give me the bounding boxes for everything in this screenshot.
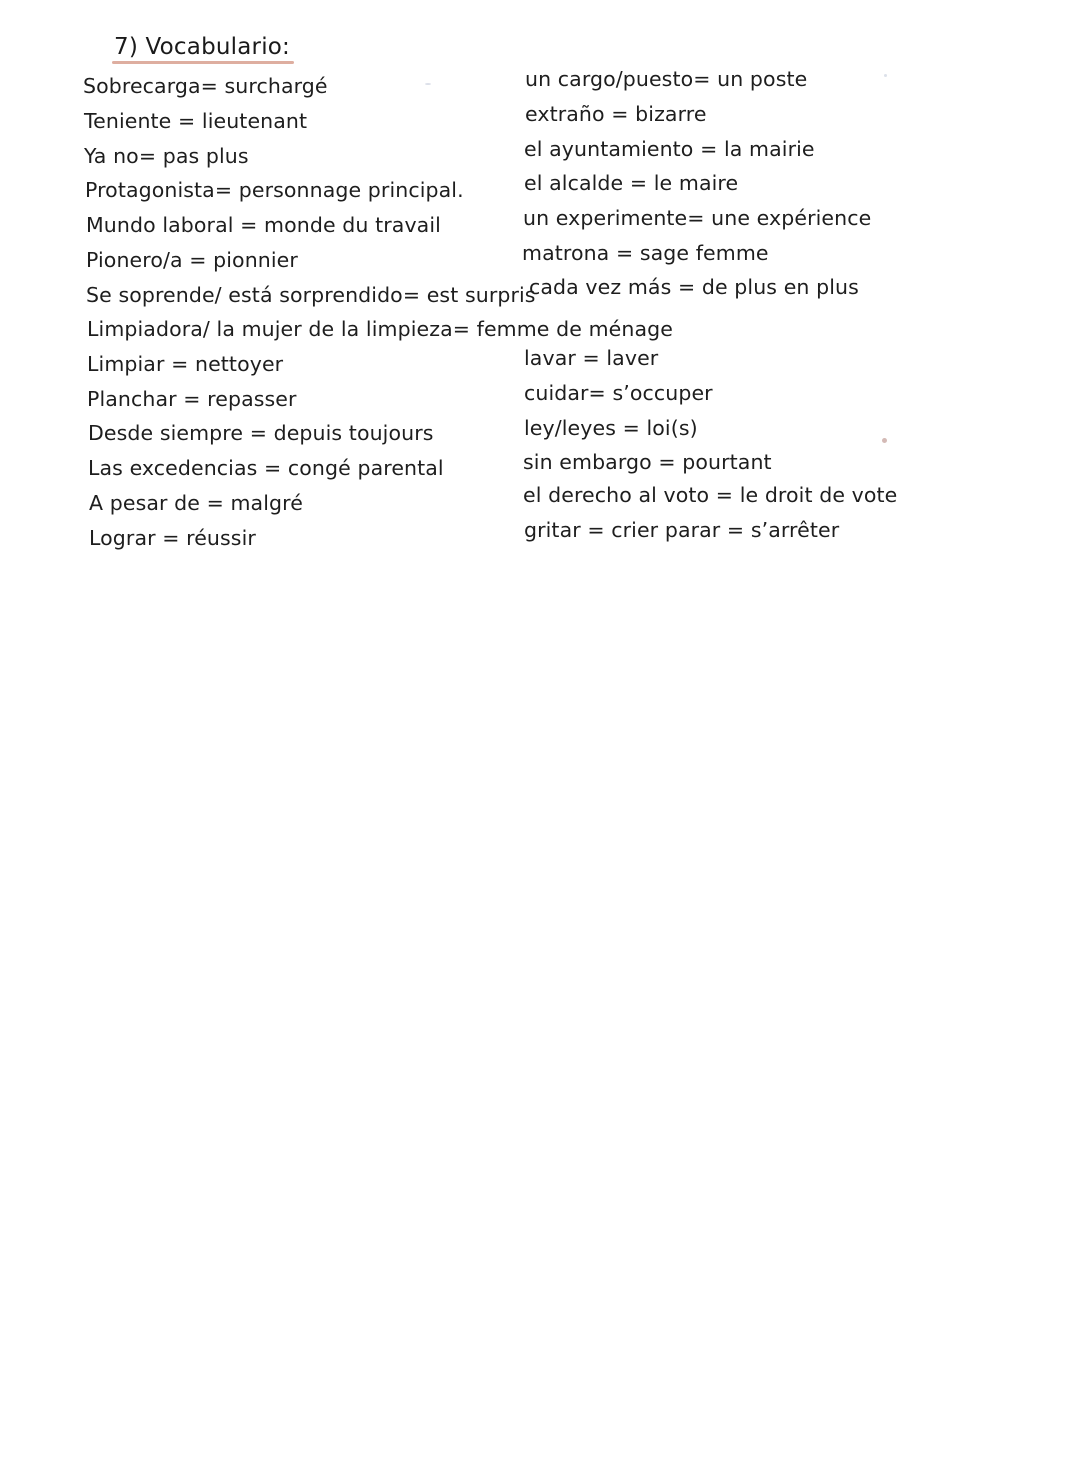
heading-underline bbox=[112, 61, 294, 64]
vocab-entry-left: Lograr = réussir bbox=[89, 526, 256, 550]
vocab-entry-left: Teniente = lieutenant bbox=[84, 109, 308, 133]
vocab-entry-right: cada vez más = de plus en plus bbox=[529, 275, 859, 299]
vocab-entry-left: Planchar = repasser bbox=[87, 387, 297, 411]
vocab-entry-right: el ayuntamiento = la mairie bbox=[524, 137, 815, 161]
vocab-entry-right: extraño = bizarre bbox=[525, 102, 707, 126]
vocab-entry-right: cuidar= s’occuper bbox=[524, 381, 713, 405]
section-heading: 7) Vocabulario: bbox=[114, 34, 291, 60]
vocab-entry-left: Desde siempre = depuis toujours bbox=[88, 421, 434, 445]
vocab-entry-right: el alcalde = le maire bbox=[524, 171, 739, 195]
vocab-entry-right: sin embargo = pourtant bbox=[523, 450, 772, 474]
vocab-entry-left: Sobrecarga= surchargé bbox=[83, 74, 328, 98]
vocab-entry-wide: Limpiadora/ la mujer de la limpieza= femme de ménage bbox=[87, 317, 673, 341]
vocab-entry-left: Pionero/a = pionnier bbox=[86, 248, 298, 272]
vocab-entry-right: un experimente= une expérience bbox=[523, 206, 872, 230]
vocab-entry-left: Limpiar = nettoyer bbox=[87, 352, 284, 376]
scan-speck bbox=[882, 438, 887, 443]
vocab-entry-left: Se soprende/ está sorprendido= est surpris bbox=[86, 283, 536, 307]
vocab-entry-left: Ya no= pas plus bbox=[84, 144, 249, 168]
vocab-entry-right: matrona = sage femme bbox=[522, 241, 769, 265]
scan-speck bbox=[425, 83, 431, 85]
vocab-entry-right: el derecho al voto = le droit de vote bbox=[523, 483, 898, 507]
vocab-entry-right: ley/leyes = loi(s) bbox=[524, 416, 698, 440]
vocab-entry-right: gritar = crier parar = s’arrêter bbox=[524, 518, 840, 542]
scan-speck bbox=[884, 74, 887, 77]
vocab-entry-left: Las excedencias = congé parental bbox=[88, 456, 444, 480]
vocab-entry-left: A pesar de = malgré bbox=[89, 491, 303, 515]
vocab-entry-left: Mundo laboral = monde du travail bbox=[86, 213, 441, 237]
vocab-entry-left: Protagonista= personnage principal. bbox=[85, 178, 464, 202]
vocab-entry-right: un cargo/puesto= un poste bbox=[525, 67, 808, 91]
vocab-entry-right: lavar = laver bbox=[524, 346, 659, 370]
